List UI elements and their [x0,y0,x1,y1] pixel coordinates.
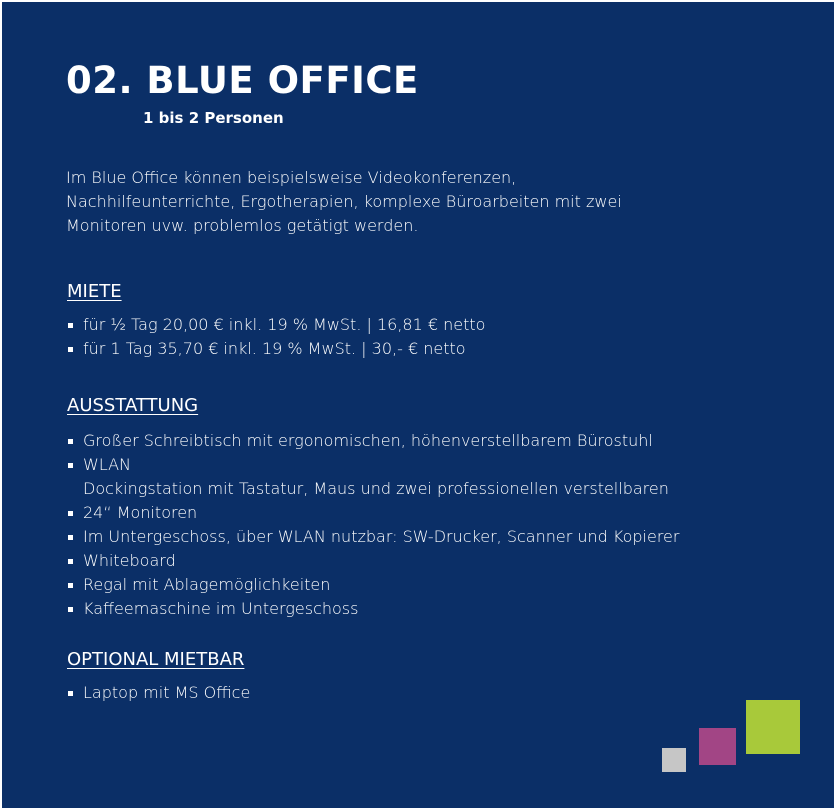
optional-heading: OPTIONAL MIETBAR [67,649,245,670]
intro-line: Monitoren uvw. problemlos getätigt werden. [66,216,419,235]
intro-paragraph [66,166,746,238]
decorative-magenta-square [699,728,736,765]
ausstattung-heading: AUSSTATTUNG [67,395,199,416]
ausstattung-item: Großer Schreibtisch mit ergonomischen, höhenverstellbarem Bürostuhl [66,429,679,453]
intro-line: Im Blue Office können beispielsweise Videokonferenzen, [66,168,517,187]
miete-list [66,313,485,361]
decorative-gray-square [662,748,686,772]
intro-line: Nachhilfeunterrichte, Ergotherapien, komplexe Büroarbeiten mit zwei [66,192,622,211]
decorative-green-square [746,700,800,754]
ausstattung-list [66,429,679,621]
ausstattung-item: Whiteboard [66,549,679,573]
capacity-subtitle: 1 bis 2 Personen [143,109,284,127]
ausstattung-item: WLAN [66,453,679,477]
ausstattung-item: Regal mit Ablagemöglichkeiten [66,573,679,597]
ausstattung-item: Im Untergeschoss, über WLAN nutzbar: SW-Drucker, Scanner und Kopierer [66,525,679,549]
miete-item: für ½ Tag 20,00 € inkl. 19 % MwSt. | 16,81 € netto [66,313,485,337]
blue-office-panel [2,2,834,808]
optional-list [66,681,250,705]
ausstattung-item: Kaffeemaschine im Untergeschoss [66,597,679,621]
miete-item: für 1 Tag 35,70 € inkl. 19 % MwSt. | 30,- € netto [66,337,485,361]
ausstattung-item: 24“ Monitoren [66,501,679,525]
ausstattung-item: Dockingstation mit Tastatur, Maus und zwei professionellen verstellbaren [83,479,669,498]
page-title: 02. BLUE OFFICE [66,59,419,102]
miete-heading: MIETE [67,281,122,302]
optional-item: Laptop mit MS Office [66,681,250,705]
